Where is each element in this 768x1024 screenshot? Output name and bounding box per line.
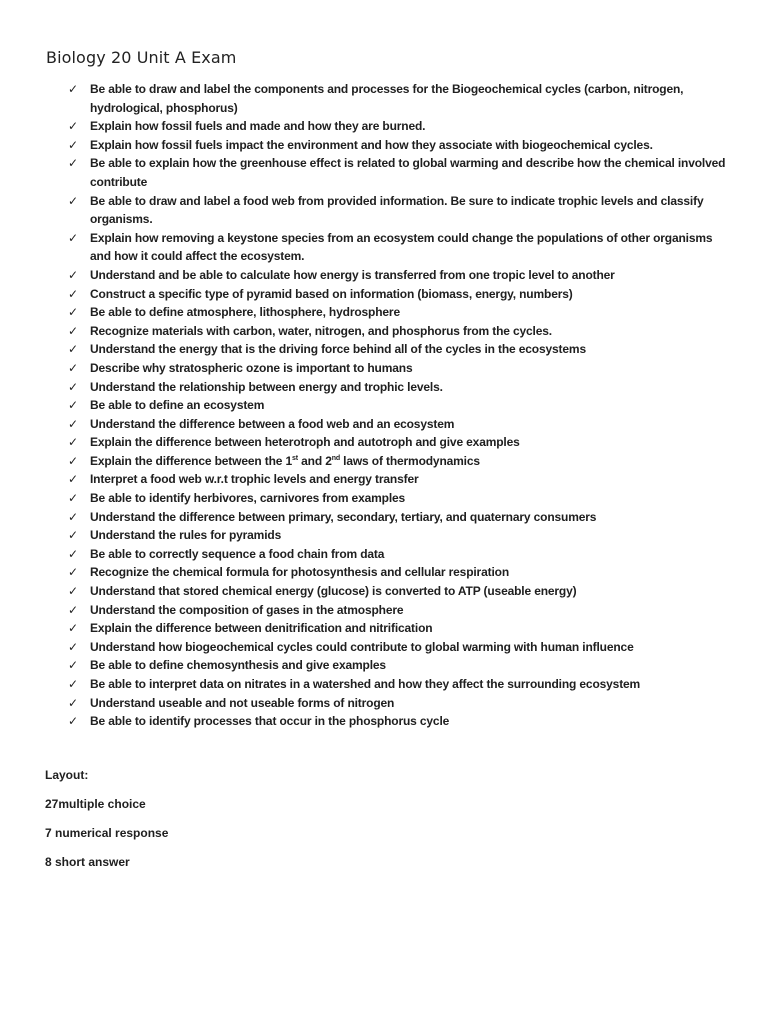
checkmark-icon: ✓ (68, 453, 78, 468)
exam-checklist (68, 80, 728, 731)
checkmark-icon: ✓ (68, 398, 78, 413)
checkmark-icon: ✓ (68, 435, 78, 450)
checklist-item (68, 266, 728, 285)
checklist-item (68, 285, 728, 304)
checklist-item-thermodynamics (68, 452, 728, 471)
checklist-item-text: Be able to define atmosphere, lithosphere, hydrosphere (90, 305, 400, 320)
checkmark-icon: ✓ (68, 379, 78, 394)
checkmark-icon: ✓ (68, 602, 78, 617)
checklist-item (68, 694, 728, 713)
checklist-item-text: Be able to identify processes that occur in the phosphorus cycle (90, 714, 450, 729)
checklist-item-text: Construct a specific type of pyramid based on information (biomass, energy, numbers) (90, 286, 573, 301)
layout-line-short-answer: 8 short answer (45, 855, 130, 869)
checklist-item (68, 229, 728, 266)
checklist-item-text: Be able to interpret data on nitrates in a watershed and how they affect the surrounding ecosystem (90, 677, 641, 691)
checklist-item (68, 563, 728, 582)
checkmark-icon: ✓ (68, 286, 78, 301)
checkmark-icon: ✓ (68, 491, 78, 506)
checklist-item (68, 154, 728, 191)
checkmark-icon: ✓ (68, 584, 78, 599)
checkmark-icon: ✓ (68, 509, 78, 524)
checklist-item (68, 656, 728, 675)
checklist-item-text: Explain how removing a keystone species from an ecosystem could change the populations of other organisms and how it could affect the ecosystem. (90, 230, 713, 264)
checklist-item (68, 396, 728, 415)
checkmark-icon: ✓ (68, 137, 78, 152)
checklist-item (68, 470, 728, 489)
checklist-item-text: Be able to draw and label the components and processes for the Biogeochemical cycles (carbon, nitrogen, hydrological, phosphorus) (90, 82, 684, 115)
checklist-item (68, 192, 728, 229)
checkmark-icon: ✓ (68, 565, 78, 580)
checklist-item (68, 508, 728, 527)
checklist-item-text: Understand the difference between a food web and an ecosystem (90, 416, 455, 431)
checkmark-icon: ✓ (68, 305, 78, 320)
checklist-item-text: Understand useable and not useable forms of nitrogen (90, 695, 395, 710)
checklist-item-text: Explain how fossil fuels impact the environment and how they associate with biogeochemical cycles. (90, 137, 653, 152)
checklist-item (68, 415, 728, 434)
checkmark-icon: ✓ (68, 677, 78, 691)
checklist-item-text: Describe why stratospheric ozone is important to humans (90, 360, 413, 375)
checkmark-icon: ✓ (68, 193, 78, 208)
checklist-item-text: Understand the composition of gases in the atmosphere (90, 602, 404, 617)
checklist-item-text: Be able to define an ecosystem (90, 398, 265, 413)
checkmark-icon: ✓ (68, 472, 78, 487)
checklist-item (68, 601, 728, 620)
checklist-item-text: Understand the difference between primary, secondary, tertiary, and quaternary consumers (90, 509, 597, 524)
checklist-item-text: Understand the relationship between energy and trophic levels. (90, 379, 443, 394)
checklist-item-text: Be able to identify herbivores, carnivores from examples (90, 491, 406, 506)
checklist-item-text: Recognize materials with carbon, water, nitrogen, and phosphorus from the cycles. (90, 323, 552, 338)
checkmark-icon: ✓ (68, 639, 78, 654)
checklist-item (68, 117, 728, 136)
checklist-item-text: Be able to explain how the greenhouse effect is related to global warming and describe how the chemical involved contribute (90, 156, 726, 189)
checklist-item-text: Be able to correctly sequence a food chain from data (90, 546, 385, 561)
checklist-item-text: Be able to draw and label a food web from provided information. Be sure to indicate trophic levels and classify organisms. (90, 193, 704, 227)
checklist-item-text: Explain the difference between denitrification and nitrification (90, 621, 433, 636)
checklist-item (68, 340, 728, 359)
checkmark-icon: ✓ (68, 230, 78, 245)
checklist-item-text: Explain the difference between heterotroph and autotroph and give examples (90, 435, 520, 450)
checkmark-icon: ✓ (68, 82, 78, 96)
checklist-item-text: Understand the energy that is the driving force behind all of the cycles in the ecosystems (90, 342, 586, 357)
layout-line-numerical-response: 7 numerical response (45, 826, 169, 840)
checklist-item-text: Explain how fossil fuels and made and how they are burned. (90, 119, 426, 134)
checkmark-icon: ✓ (68, 156, 78, 171)
checklist-item (68, 619, 728, 638)
checklist-item-text: Understand that stored chemical energy (glucose) is converted to ATP (useable energy) (90, 584, 577, 599)
checklist-item (68, 526, 728, 545)
checkmark-icon: ✓ (68, 323, 78, 338)
checklist-item-text: Interpret a food web w.r.t trophic levels and energy transfer (90, 472, 419, 487)
checklist-item (68, 638, 728, 657)
checklist-item (68, 489, 728, 508)
checklist-item-text: Understand the rules for pyramids (90, 528, 282, 543)
checkmark-icon: ✓ (68, 416, 78, 431)
layout-heading: Layout: (45, 768, 89, 782)
checklist-item (68, 582, 728, 601)
checkmark-icon: ✓ (68, 658, 78, 673)
checkmark-icon: ✓ (68, 360, 78, 375)
checkmark-icon: ✓ (68, 119, 78, 134)
checklist-item-text: Explain the difference between the 1st and 2nd laws of thermodynamics (90, 453, 480, 468)
checklist-item (68, 545, 728, 564)
checklist-item-text: Be able to define chemosynthesis and give examples (90, 658, 386, 673)
checklist-item (68, 675, 728, 694)
checkmark-icon: ✓ (68, 546, 78, 561)
checklist-item-text: Understand how biogeochemical cycles could contribute to global warming with human influence (90, 639, 634, 654)
checklist-item (68, 378, 728, 397)
checkmark-icon: ✓ (68, 342, 78, 357)
checklist-item (68, 359, 728, 378)
checklist-item (68, 136, 728, 155)
checklist-item (68, 80, 728, 117)
checklist-item (68, 433, 728, 452)
checkmark-icon: ✓ (68, 695, 78, 710)
checkmark-icon: ✓ (68, 621, 78, 636)
checkmark-icon: ✓ (68, 714, 78, 729)
checklist-item (68, 322, 728, 341)
document-title: Biology 20 Unit A Exam (46, 48, 237, 67)
checklist-item-text: Understand and be able to calculate how energy is transferred from one tropic level to another (90, 267, 615, 282)
checklist-item-text: Recognize the chemical formula for photosynthesis and cellular respiration (90, 565, 509, 580)
checkmark-icon: ✓ (68, 528, 78, 543)
checklist-item (68, 303, 728, 322)
checkmark-icon: ✓ (68, 267, 78, 282)
checklist-item (68, 712, 728, 731)
layout-line-multiple-choice: 27multiple choice (45, 797, 146, 811)
